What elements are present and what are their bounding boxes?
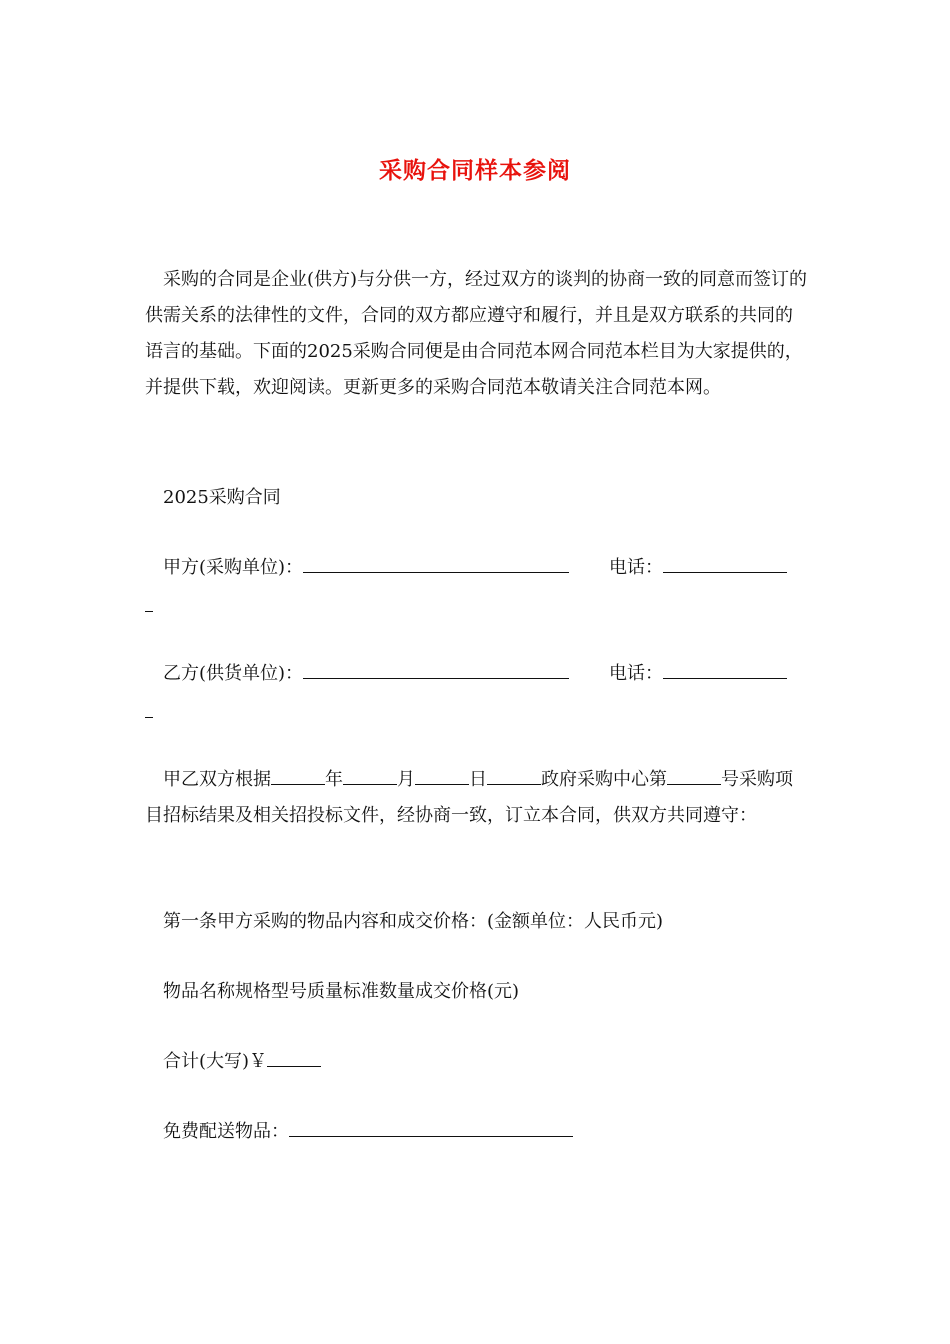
party-a-tail	[145, 598, 153, 616]
intro-paragraph: 采购的合同是企业(供方)与分供一方，经过双方的谈判的协商一致的同意而签订的供需关系的法律性的文件，合同的双方都应遵守和履行，并且是双方联系的共同的语言的基础。下面的2025采购合同便是由合同范本网合同范本栏目为大家提供的，并提供下载，欢迎阅读。更新更多的采购合同范本敬请关注合同范本网。	[145, 269, 808, 398]
center-blank	[487, 770, 541, 785]
party-a-phone-label: 电话：	[609, 557, 664, 578]
free-delivery-label: 免费配送物品：	[163, 1121, 289, 1142]
party-a-row	[163, 556, 787, 580]
party-a-blank	[303, 558, 569, 573]
total-row	[163, 1050, 321, 1074]
party-a-label: 甲方(采购单位)：	[163, 557, 304, 578]
month-blank	[343, 770, 397, 785]
year-blank	[271, 770, 325, 785]
total-label: 合计(大写)￥	[163, 1051, 268, 1072]
free-delivery-blank	[289, 1122, 573, 1137]
free-delivery-row	[163, 1120, 573, 1144]
agreement-paragraph: 甲乙双方根据 年 月 日 政府采购中心第 号采购项目招标结果及相关招投标文件，经协商一致，订立本合同，供双方共同遵守：	[145, 769, 793, 826]
project-number-blank	[667, 770, 721, 785]
party-b-phone-blank	[663, 664, 787, 679]
party-b-row	[163, 662, 787, 686]
party-b-blank	[303, 664, 569, 679]
goods-table-header: 物品名称规格型号质量标准数量成交价格(元)	[163, 981, 520, 1002]
party-b-tail	[145, 704, 153, 722]
party-b-phone-label: 电话：	[609, 663, 664, 684]
article-1: 第一条甲方采购的物品内容和成交价格：(金额单位：人民币元)	[163, 911, 664, 932]
party-b-label: 乙方(供货单位)：	[163, 663, 304, 684]
total-blank	[267, 1052, 321, 1067]
document-title: 采购合同样本参阅	[379, 157, 571, 184]
party-a-phone-blank	[663, 558, 787, 573]
day-blank	[415, 770, 469, 785]
contract-name: 2025采购合同	[163, 487, 281, 508]
